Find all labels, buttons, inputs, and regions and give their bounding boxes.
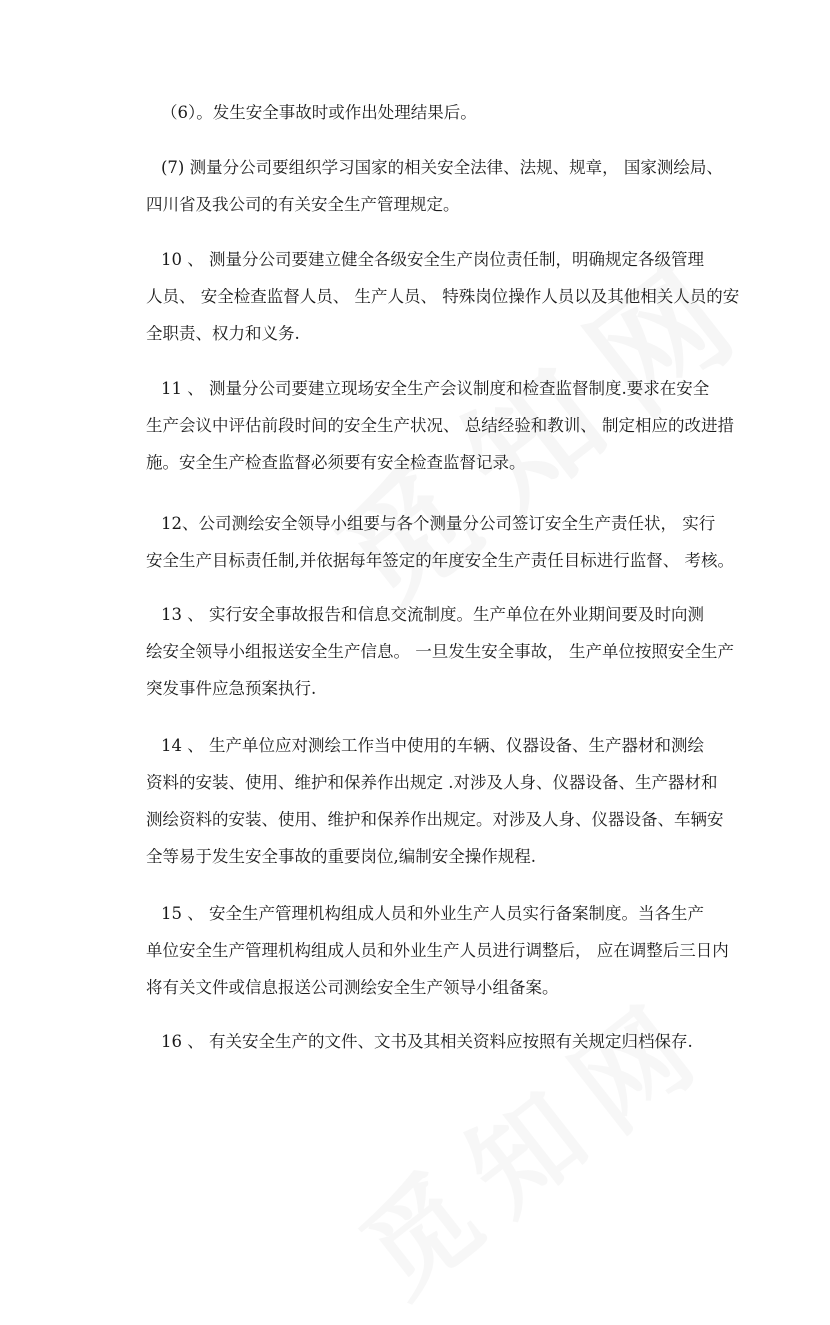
paragraph-line: 全等易于发生安全事故的重要岗位,编制安全操作规程.	[146, 847, 536, 866]
paragraph-10	[146, 241, 740, 352]
paragraph-line: 11 、 测量分公司要建立现场安全生产会议制度和检查监督制度.要求在安全	[161, 379, 710, 398]
paragraph-line: 14 、 生产单位应对测绘工作当中使用的车辆、仪器设备、生产器材和测绘	[161, 736, 704, 755]
paragraph-6	[146, 94, 706, 131]
paragraph-7	[146, 149, 723, 223]
paragraph-line: 将有关文件或信息报送公司测绘安全生产领导小组备案。	[146, 978, 559, 997]
paragraph-line: 16 、 有关安全生产的文件、文书及其相关资料应按照有关规定归档保存.	[161, 1032, 693, 1051]
paragraph-line: 四川省及我公司的有关安全生产管理规定。	[146, 195, 460, 214]
paragraph-line: 绘安全领导小组报送安全生产信息。 一旦发生安全事故， 生产单位按照安全生产	[146, 642, 734, 661]
paragraph-line: 突发事件应急预案执行.	[146, 679, 317, 698]
paragraph-12	[146, 505, 734, 579]
paragraph-line: 生产会议中评估前段时间的安全生产状况、 总结经验和教训、 制定相应的改进措	[146, 416, 734, 435]
paragraph-line: 施。安全生产检查监督必须要有安全检查监督记录。	[146, 453, 526, 472]
paragraph-16	[146, 1023, 706, 1060]
paragraph-line: 13 、 实行安全事故报告和信息交流制度。生产单位在外业期间要及时向测	[161, 605, 704, 624]
paragraph-line: 10 、 测量分公司要建立健全各级安全生产岗位责任制，明确规定各级管理	[161, 250, 704, 269]
paragraph-line: 安全生产目标责任制,并依据每年签定的年度安全生产责任目标进行监督、 考核。	[146, 551, 734, 570]
watermark-lower	[324, 953, 738, 1325]
paragraph-line: 全职责、权力和义务.	[146, 324, 300, 343]
paragraph-line: (7) 测量分公司要组织学习国家的相关安全法律、法规、规章， 国家测绘局、	[161, 158, 723, 177]
paragraph-line: （6）。发生安全事故时或作出处理结果后。	[161, 103, 477, 122]
paragraph-line: 单位安全生产管理机构组成人员和外业生产人员进行调整后， 应在调整后三日内	[146, 941, 729, 960]
paragraph-11	[146, 370, 734, 481]
paragraph-15	[146, 895, 729, 1006]
paragraph-line: 人员、 安全检查监督人员、 生产人员、 特殊岗位操作人员以及其他相关人员的安	[146, 287, 740, 306]
paragraph-14	[146, 727, 724, 875]
paragraph-line: 15 、 安全生产管理机构组成人员和外业生产人员实行备案制度。当各生产	[161, 904, 704, 923]
paragraph-line: 12、公司测绘安全领导小组要与各个测量分公司签订安全生产责任状， 实行	[161, 514, 716, 533]
paragraph-line: 资料的安装、使用、维护和保养作出规定 .对涉及人身、仪器设备、生产器材和	[146, 773, 718, 792]
paragraph-13	[146, 596, 734, 707]
paragraph-line: 测绘资料的安装、使用、维护和保养作出规定。对涉及人身、仪器设备、车辆安	[146, 810, 724, 829]
